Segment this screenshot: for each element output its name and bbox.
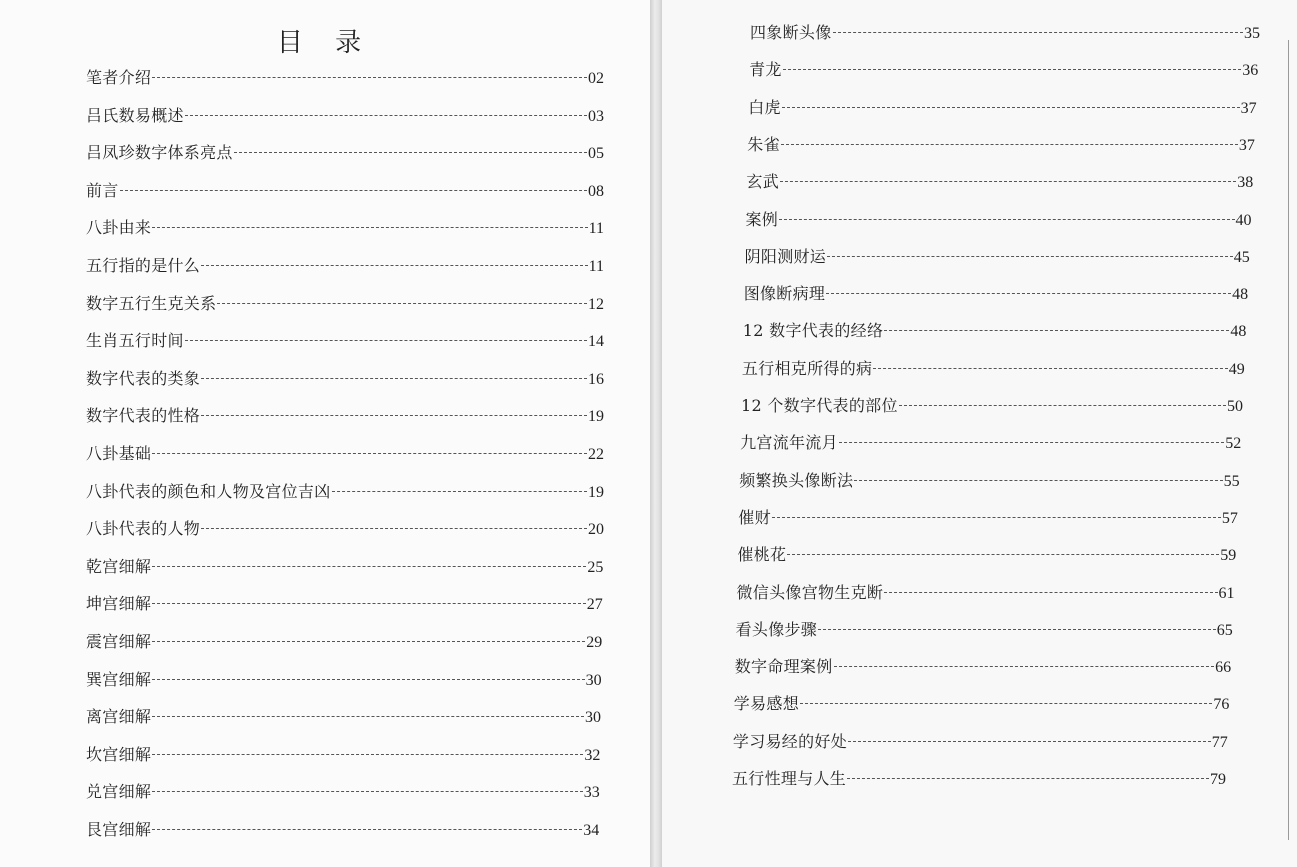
toc-page-number: 57: [1221, 509, 1238, 527]
right-page: [662, 0, 1297, 867]
toc-entry-label: 八卦代表的人物: [86, 519, 201, 539]
toc-page-number: 30: [585, 671, 602, 689]
toc-entry[interactable]: [86, 443, 604, 466]
toc-entry-label: 坎宫细解: [86, 744, 152, 764]
toc-entry[interactable]: [86, 481, 604, 504]
toc-entry-label: 吕凤珍数字体系亮点: [86, 143, 233, 163]
toc-page-number: 61: [1218, 584, 1235, 602]
toc-entry-label: 前言: [86, 180, 119, 200]
toc-leader-dashes: [185, 339, 587, 341]
toc-page-number: 16: [588, 370, 604, 388]
toc-page-number: 19: [588, 483, 604, 501]
toc-leader-dashes: [201, 527, 587, 529]
toc-entry-label: 朱雀: [747, 134, 780, 154]
toc-page-number: 03: [588, 107, 604, 125]
toc-entry-label: 学习易经的好处: [732, 731, 847, 751]
toc-entry-label: 八卦代表的颜色和人物及宫位吉凶: [86, 481, 331, 501]
toc-entry[interactable]: [86, 180, 604, 203]
toc-page-number: 40: [1235, 211, 1252, 229]
toc-page-number: 65: [1216, 621, 1233, 639]
toc-entry[interactable]: [746, 209, 1252, 232]
toc-entry-label: 坤宫细解: [86, 594, 152, 614]
toc-leader-dashes: [332, 490, 587, 492]
toc-page-number: 45: [1233, 248, 1250, 266]
book-gutter: [650, 0, 662, 867]
toc-entry[interactable]: [750, 22, 1260, 45]
toc-entry-label: 12 数字代表的经络: [742, 321, 884, 341]
toc-entry[interactable]: [748, 97, 1256, 120]
page-edge-line: [1288, 40, 1289, 840]
toc-page-number: 02: [588, 70, 604, 87]
toc-leader-dashes: [899, 404, 1226, 406]
toc-leader-dashes: [854, 479, 1222, 481]
toc-entry-label: 数字五行生克关系: [86, 293, 217, 313]
toc-leader-dashes: [800, 702, 1212, 704]
toc-leader-dashes: [787, 553, 1219, 555]
toc-entry[interactable]: [734, 693, 1230, 716]
toc-entry[interactable]: [739, 470, 1239, 493]
toc-leader-dashes: [217, 302, 587, 304]
toc-entry[interactable]: [86, 368, 604, 391]
toc-leader-dashes: [152, 452, 587, 454]
toc-page-number: 49: [1228, 360, 1245, 378]
toc-entry[interactable]: [86, 631, 602, 654]
toc-entry[interactable]: [86, 142, 604, 165]
toc-entry-label: 催财: [738, 507, 771, 527]
toc-entry-label: 五行相克所得的病: [741, 358, 873, 378]
toc-leader-dashes: [152, 565, 586, 567]
toc-page-number: 11: [588, 220, 604, 238]
toc-entry-label: 乾宫细解: [86, 556, 152, 576]
toc-entry[interactable]: [86, 105, 604, 128]
toc-leader-dashes: [152, 678, 584, 680]
toc-entry[interactable]: [746, 171, 1253, 194]
toc-page-number: 37: [1240, 99, 1257, 117]
toc-page-number: 55: [1223, 472, 1240, 490]
toc-leader-dashes: [772, 516, 1221, 518]
toc-leader-dashes: [779, 218, 1234, 220]
toc-leader-dashes: [783, 68, 1242, 70]
toc-entry[interactable]: [742, 358, 1245, 381]
toc-entry-label: 玄武: [746, 172, 779, 192]
toc-leader-dashes: [780, 180, 1236, 182]
toc-page-number: 25: [587, 558, 604, 576]
toc-entry-label: 震宫细解: [86, 632, 152, 651]
toc-entry[interactable]: [86, 255, 604, 278]
toc-entry-label: 八卦基础: [86, 444, 152, 463]
toc-leader-dashes: [152, 602, 586, 604]
toc-entry[interactable]: [737, 544, 1236, 567]
toc-page-number: 19: [588, 408, 604, 426]
toc-page-number: 29: [586, 634, 603, 651]
toc-leader-dashes: [848, 740, 1211, 742]
toc-leader-dashes: [152, 715, 584, 717]
toc-entry[interactable]: [86, 67, 604, 90]
toc-entry-label: 案例: [745, 209, 779, 229]
toc-entry[interactable]: [86, 217, 604, 240]
toc-entry-label: 数字代表的类象: [86, 368, 201, 388]
toc-page-number: 66: [1215, 659, 1232, 677]
toc-entry[interactable]: [86, 819, 599, 842]
toc-entry-label: 吕氏数易概述: [86, 105, 184, 125]
toc-entry[interactable]: [745, 246, 1250, 269]
toc-leader-dashes: [782, 106, 1240, 108]
toc-leader-dashes: [884, 329, 1229, 331]
toc-title: 目 录: [276, 28, 374, 58]
toc-entry-label: 12 个数字代表的部位: [741, 396, 898, 415]
toc-leader-dashes: [839, 441, 1224, 443]
toc-entry-label: 学易感想: [733, 694, 799, 714]
toc-page-number: 76: [1213, 696, 1230, 714]
toc-entry[interactable]: [743, 320, 1247, 343]
toc-entry-label: 巽宫细解: [86, 669, 152, 689]
toc-entry[interactable]: [86, 706, 601, 729]
toc-entry[interactable]: [86, 405, 604, 428]
toc-entry[interactable]: [736, 619, 1233, 642]
toc-leader-dashes: [834, 665, 1215, 667]
toc-entry[interactable]: [738, 507, 1238, 530]
toc-entry-label: 白虎: [748, 97, 781, 117]
toc-leader-dashes: [818, 628, 1216, 630]
toc-page-number: 37: [1238, 136, 1255, 154]
toc-page-number: 08: [588, 182, 604, 200]
toc-page-number: 30: [585, 709, 601, 727]
toc-entry[interactable]: [86, 518, 604, 541]
toc-entry[interactable]: [732, 768, 1226, 791]
toc-leader-dashes: [826, 292, 1231, 294]
toc-page-number: 20: [588, 521, 604, 539]
toc-leader-dashes: [884, 591, 1217, 593]
toc-leader-dashes: [152, 753, 583, 755]
toc-leader-dashes: [873, 367, 1227, 369]
toc-page-number: 11: [588, 258, 604, 275]
toc-entry-label: 五行指的是什么: [86, 256, 201, 275]
toc-leader-dashes: [152, 226, 587, 228]
toc-entry-label: 青龙: [749, 60, 782, 80]
toc-entry[interactable]: [733, 731, 1228, 754]
toc-entry-label: 催桃花: [737, 545, 787, 565]
toc-entry-label: 数字命理案例: [734, 657, 833, 677]
toc-leader-dashes: [201, 414, 587, 416]
toc-leader-dashes: [152, 790, 583, 792]
toc-entry[interactable]: [86, 593, 603, 616]
toc-leader-dashes: [201, 264, 587, 266]
toc-entry-label: 八卦由来: [86, 218, 152, 238]
toc-page-number: 12: [588, 295, 604, 313]
toc-entry[interactable]: [86, 556, 603, 579]
toc-page-number: 52: [1225, 435, 1242, 453]
toc-entry[interactable]: [737, 582, 1235, 605]
toc-entry-label: 数字代表的性格: [86, 406, 201, 426]
toc-entry-label: 四象断头像: [750, 23, 832, 42]
toc-leader-dashes: [201, 377, 587, 379]
toc-entry[interactable]: [744, 283, 1248, 306]
toc-leader-dashes: [781, 143, 1238, 145]
toc-entry-label: 离宫细解: [86, 707, 152, 727]
toc-leader-dashes: [847, 777, 1209, 779]
toc-entry-label: 生肖五行时间: [86, 331, 184, 351]
toc-leader-dashes: [827, 255, 1233, 257]
toc-leader-dashes: [152, 640, 585, 642]
toc-entry[interactable]: [735, 656, 1231, 679]
toc-entry[interactable]: [749, 59, 1258, 82]
toc-entry-label: 微信头像宫物生克断: [736, 582, 884, 602]
toc-page-number: 38: [1237, 174, 1254, 192]
toc-page-number: 32: [584, 746, 601, 764]
toc-entry-label: 五行性理与人生: [732, 769, 847, 788]
toc-entry[interactable]: [86, 744, 600, 767]
toc-leader-dashes: [833, 31, 1243, 33]
toc-page-number: 14: [588, 333, 604, 351]
toc-entry[interactable]: [747, 134, 1255, 157]
toc-page-number: 33: [583, 784, 600, 802]
toc-entry-label: 艮宫细解: [86, 820, 152, 839]
toc-entry[interactable]: [740, 432, 1241, 455]
toc-page-number: 36: [1242, 62, 1259, 80]
toc-page-number: 79: [1210, 771, 1226, 788]
toc-entry-label: 频繁换头像断法: [739, 470, 854, 490]
toc-page-number: 34: [583, 822, 600, 839]
toc-page-number: 59: [1220, 547, 1237, 565]
toc-entry[interactable]: [86, 293, 604, 316]
toc-entry-label: 图像断病理: [743, 284, 826, 304]
toc-leader-dashes: [152, 828, 582, 830]
toc-entry-label: 笔者介绍: [86, 68, 152, 87]
toc-leader-dashes: [152, 76, 587, 78]
toc-entry-label: 九宫流年流月: [740, 433, 838, 453]
toc-page-number: 35: [1244, 25, 1260, 42]
toc-leader-dashes: [120, 189, 587, 191]
toc-page-number: 22: [588, 446, 604, 463]
toc-entry-label: 阴阳测财运: [744, 246, 827, 266]
toc-page-number: 48: [1232, 286, 1249, 304]
toc-entry[interactable]: [741, 395, 1243, 418]
toc-entry-label: 看头像步骤: [735, 619, 818, 639]
toc-leader-dashes: [234, 151, 587, 153]
toc-entry[interactable]: [86, 330, 604, 353]
toc-entry[interactable]: [86, 669, 602, 692]
toc-leader-dashes: [185, 114, 587, 116]
toc-page-number: 05: [588, 145, 604, 163]
toc-entry-label: 兑宫细解: [86, 782, 152, 802]
toc-page-number: 27: [586, 596, 603, 614]
toc-page-number: 50: [1227, 398, 1243, 415]
toc-page-number: 48: [1230, 323, 1247, 341]
toc-entry[interactable]: [86, 781, 600, 804]
toc-page-number: 77: [1211, 733, 1228, 751]
